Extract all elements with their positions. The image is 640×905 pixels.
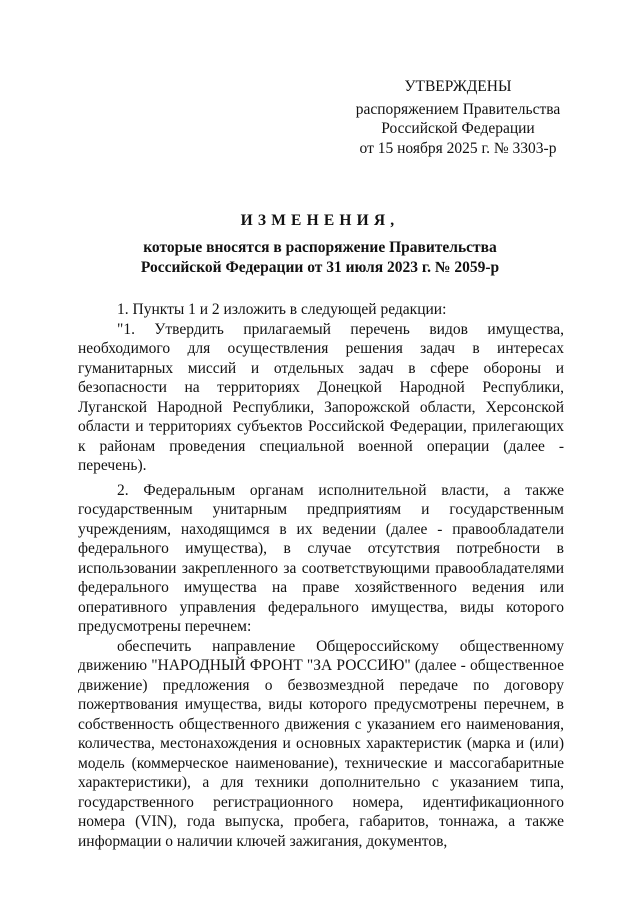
- approval-line-2: Российской Федерации: [381, 120, 535, 137]
- subtitle-line-1: которые вносятся в распоряжение Правительства: [143, 239, 497, 256]
- document-subtitle: [0, 238, 640, 277]
- document-title: ИЗМЕНЕНИЯ,: [240, 212, 400, 229]
- paragraph-2: "1. Утвердить прилагаемый перечень видов имущества, необходимого для осуществления решения задач в интересах гуманитарных миссий и отдельных задач в сфере обороны и безопасности на территориях Донецкой Народной Республики, Луганской Народной Республики, Запорожской области, Херсонской области и территориях субъектов Российской Федерации, прилегающих к районам проведения специальной военной операции (далее - перечень).: [78, 320, 564, 474]
- approval-line-3: от 15 ноября 2025 г. № 3303-р: [359, 139, 557, 157]
- approval-block: [330, 77, 586, 158]
- paragraph-3: 2. Федеральным органам исполнительной власти, а также государственным унитарным предприятиям и государственным учреждениям, находящимся в их ведении (далее - правообладатели федерального имущества), в случае отсутствия потребности в использовании закрепленного за соответствующими правообладателями федерального имущества на праве хозяйственного ведения или оперативного управления федерального имущества, виды которого предусмотрены перечнем:: [78, 481, 564, 635]
- approval-line-1: распоряжением Правительства: [355, 100, 561, 118]
- paragraph-1: 1. Пункты 1 и 2 изложить в следующей редакции:: [117, 301, 447, 318]
- subtitle-line-2: Российской Федерации от 31 июля 2023 г. № 2059-р: [140, 258, 500, 276]
- paragraph-4: обеспечить направление Общероссийскому общественному движению "НАРОДНЫЙ ФРОНТ "ЗА РОССИЮ" (далее - общественное движение) предложения о безвозмездной передаче по договору пожертвования имущества, виды которого предусмотрены перечнем, в собственность общественного движения с указанием его наименования, количества, местонахождения и основных характеристик (марка и (или) модель (коммерческое наименование), технические и массогабаритные характеристики), а для техники дополнительно с указанием типа, государственного регистрационного номера, идентификационного номера (VIN), года выпуска, пробега, габаритов, тоннажа, а также информации о наличии ключей зажигания, документов,: [78, 637, 564, 850]
- approval-heading: УТВЕРЖДЕНЫ: [404, 78, 512, 95]
- document-body: [78, 300, 564, 851]
